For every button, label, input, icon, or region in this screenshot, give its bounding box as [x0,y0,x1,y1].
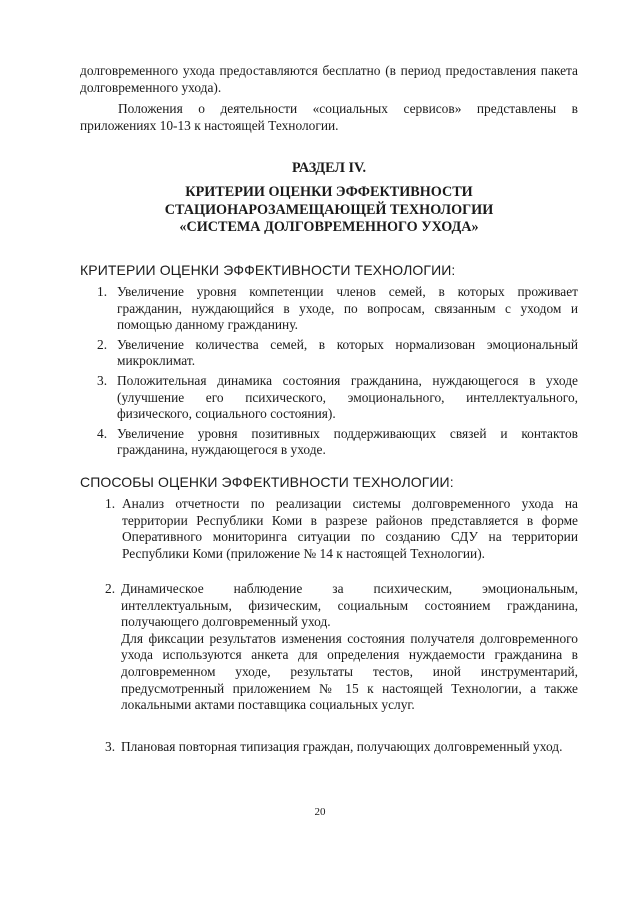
page-number: 20 [314,806,326,818]
method-item-3 [105,739,578,756]
method-item-text: Анализ отчетности по реализации системы долговременного ухода на территории Республики Коми в разрезе районов представляется в форме Оперативного мониторинга ситуации по созданию СДУ на территории Республики Коми (приложение № 14 к настоящей Технологии). [122,496,578,561]
method-item-number: 3. [105,739,116,754]
section-title [80,184,578,237]
list-item-text: Увеличение количества семей, в которых нормализован эмоциональный микроклимат. [117,336,578,369]
list-item-number: 1. [97,284,108,299]
list-item-number: 4. [97,425,108,441]
criteria-list [97,284,578,462]
method-item-text: Динамическое наблюдение за психическим, эмоциональным, интеллектуальным, физическим, социальным состоянием гражданина, получающего долговременный уход. [121,581,578,630]
method-item-2 [105,581,578,714]
method-item-text-continued: Для фиксации результатов изменения состояния получателя долговременного ухода используются анкета для определения нуждаемости гражданина в долговременном уходе, результаты тестов, иной инструментарий, предусмотренный приложением № 15 к настоящей Технологии, а также локальными актами поставщика социальных услуг. [121,630,578,713]
list-item-text: Положительная динамика состояния гражданина, нуждающегося в уходе (улучшение его психического, эмоционального, интеллектуального, физического, социального состояния). [117,372,578,422]
list-item [97,373,578,423]
method-item-1 [105,496,578,562]
method-item-text: Плановая повторная типизация граждан, получающих долговременный уход. [121,739,563,754]
method-item-number: 2. [105,581,116,596]
criteria-heading: КРИТЕРИИ ОЦЕНКИ ЭФФЕКТИВНОСТИ ТЕХНОЛОГИИ: [80,262,456,278]
section-title-line: «СИСТЕМА ДОЛГОВРЕМЕННОГО УХОДА» [179,219,479,235]
list-item-number: 2. [97,336,108,352]
method-item-number: 1. [105,496,116,511]
list-item [97,337,578,370]
list-item-text: Увеличение уровня позитивных поддерживающих связей и контактов гражданина, нуждающегося в уходе. [117,425,578,458]
list-item [97,426,578,459]
list-item [97,284,578,334]
section-number: РАЗДЕЛ IV. [291,160,366,176]
paragraph-social-services: Положения о деятельности «социальных сервисов» представлены в приложениях 10-13 к настоящей Технологии. [80,101,578,133]
list-item-text: Увеличение уровня компетенции членов семей, в которых проживает гражданин, нуждающийся в уходе, по вопросам, связанным с уходом и помощью данному гражданину. [117,284,578,333]
section-title-line: СТАЦИОНАРОЗАМЕЩАЮЩЕЙ ТЕХНОЛОГИИ [164,201,494,218]
methods-heading: СПОСОБЫ ОЦЕНКИ ЭФФЕКТИВНОСТИ ТЕХНОЛОГИИ: [80,474,454,490]
paragraph-continuation: долговременного ухода предоставляются бесплатно (в период предоставления пакета долговременного ухода). [80,63,578,95]
list-item-number: 3. [97,372,108,388]
section-title-line: КРИТЕРИИ ОЦЕНКИ ЭФФЕКТИВНОСТИ [185,184,473,200]
